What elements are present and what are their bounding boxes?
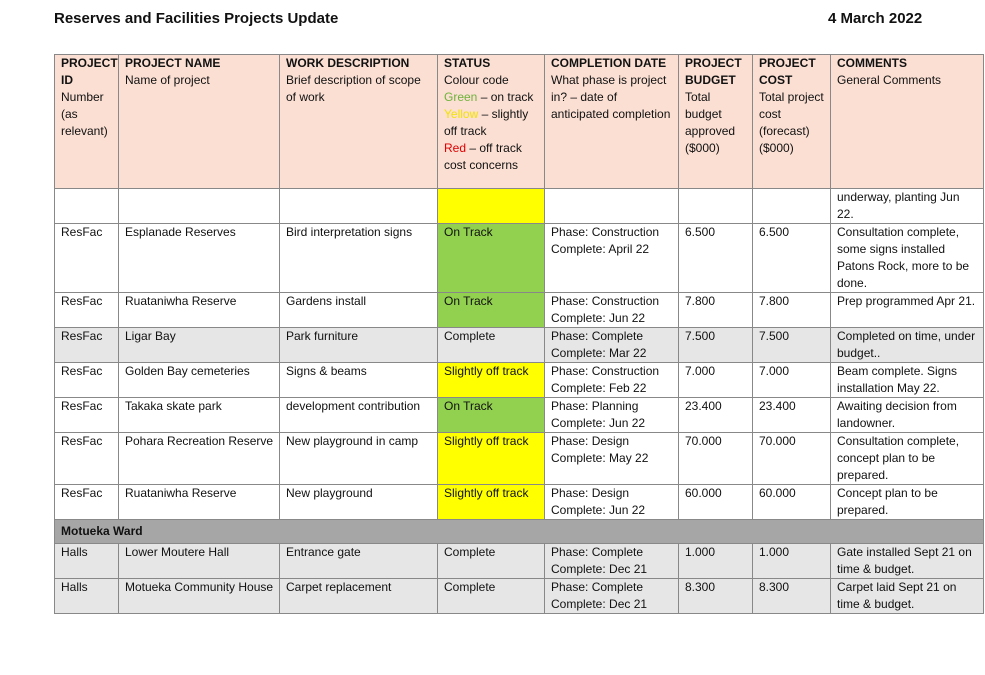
cost-cell: 70.000 — [753, 433, 831, 485]
header-subtitle: Total project cost (forecast) ($000) — [759, 90, 824, 155]
phase-text: Phase: Complete — [551, 545, 644, 559]
work-description-cell: Gardens install — [280, 293, 438, 328]
status-cell: On Track — [438, 224, 545, 293]
budget-cell: 23.400 — [679, 398, 753, 433]
status-cell: Complete — [438, 328, 545, 363]
legend-red-text: – off track cost concerns — [444, 141, 522, 172]
status-cell: On Track — [438, 398, 545, 433]
complete-text: Complete: Jun 22 — [551, 416, 646, 430]
comments-cell: Consultation complete, concept plan to be prepared. — [831, 433, 984, 485]
table-row — [55, 224, 984, 293]
work-description-cell: Carpet replacement — [280, 579, 438, 614]
legend-green-word: Green — [444, 90, 478, 104]
header-title: WORK DESCRIPTION — [286, 56, 410, 70]
status-cell: Slightly off track — [438, 485, 545, 520]
table-row — [55, 328, 984, 363]
phase-text: Phase: Planning — [551, 399, 639, 413]
header-title: PROJECT NAME — [125, 56, 221, 70]
budget-cell: 70.000 — [679, 433, 753, 485]
header-comments — [831, 55, 984, 189]
header-project-budget — [679, 55, 753, 189]
status-cell: Complete — [438, 579, 545, 614]
budget-cell: 60.000 — [679, 485, 753, 520]
table-row — [55, 544, 984, 579]
comments-cell: Carpet laid Sept 21 on time & budget. — [831, 579, 984, 614]
comments-cell: Awaiting decision from landowner. — [831, 398, 984, 433]
table-row — [55, 433, 984, 485]
completion-cell — [545, 363, 679, 398]
work-description-cell: Park furniture — [280, 328, 438, 363]
header-status — [438, 55, 545, 189]
project-id-cell: ResFac — [55, 433, 119, 485]
completion-cell — [545, 293, 679, 328]
completion-cell — [545, 224, 679, 293]
header-subtitle: Total budget approved ($000) — [685, 90, 736, 155]
ward-section-row — [55, 520, 984, 544]
project-id-cell: Halls — [55, 544, 119, 579]
table-header-row — [55, 55, 984, 189]
header-work-description — [280, 55, 438, 189]
project-name-cell: Ruataniwha Reserve — [119, 485, 280, 520]
budget-cell: 7.800 — [679, 293, 753, 328]
comments-cell: Consultation complete, some signs installed Patons Rock, more to be done. — [831, 224, 984, 293]
complete-text: Complete: Feb 22 — [551, 381, 647, 395]
work-description-cell: Entrance gate — [280, 544, 438, 579]
completion-cell — [545, 544, 679, 579]
cost-cell: 1.000 — [753, 544, 831, 579]
complete-text: Complete: Jun 22 — [551, 311, 646, 325]
complete-text: Complete: Mar 22 — [551, 346, 647, 360]
ward-label: Motueka Ward — [55, 520, 984, 544]
project-name-cell: Lower Moutere Hall — [119, 544, 280, 579]
work-description-cell: New playground — [280, 485, 438, 520]
header-title: COMPLETION DATE — [551, 56, 667, 70]
complete-text: Complete: Jun 22 — [551, 503, 646, 517]
cost-cell: 60.000 — [753, 485, 831, 520]
comments-cell: Gate installed Sept 21 on time & budget. — [831, 544, 984, 579]
project-id-cell: ResFac — [55, 328, 119, 363]
project-name-cell: Takaka skate park — [119, 398, 280, 433]
budget-cell: 7.500 — [679, 328, 753, 363]
legend-red-word: Red — [444, 141, 467, 155]
comments-cell: Prep programmed Apr 21. — [831, 293, 984, 328]
projects-table — [54, 54, 984, 614]
legend-yellow-word: Yellow — [444, 107, 479, 121]
cost-cell: 23.400 — [753, 398, 831, 433]
comments-cell: Concept plan to be prepared. — [831, 485, 984, 520]
phase-text: Phase: Construction — [551, 225, 660, 239]
work-description-cell: Bird interpretation signs — [280, 224, 438, 293]
complete-text: Complete: April 22 — [551, 242, 650, 256]
project-name-cell: Pohara Recreation Reserve — [119, 433, 280, 485]
document-date: 4 March 2022 — [828, 10, 923, 27]
header-project-name — [119, 55, 280, 189]
continuation-row — [55, 189, 984, 224]
project-name-cell: Esplanade Reserves — [119, 224, 280, 293]
header-title: PROJECT BUDGET — [685, 56, 742, 87]
phase-text: Phase: Complete — [551, 580, 644, 594]
project-name-cell: Ruataniwha Reserve — [119, 293, 280, 328]
cost-cell: 6.500 — [753, 224, 831, 293]
complete-text: Complete: Dec 21 — [551, 562, 648, 576]
project-id-cell: ResFac — [55, 293, 119, 328]
status-cell: On Track — [438, 293, 545, 328]
header-title: PROJECT COST — [759, 56, 816, 87]
project-name-cell: Motueka Community House — [119, 579, 280, 614]
project-id-cell: ResFac — [55, 398, 119, 433]
header-title: COMMENTS — [837, 56, 907, 70]
comments-cell: underway, planting Jun 22. — [831, 189, 984, 224]
completion-cell — [545, 579, 679, 614]
table-row — [55, 363, 984, 398]
cost-cell: 7.800 — [753, 293, 831, 328]
budget-cell: 6.500 — [679, 224, 753, 293]
complete-text: Complete: Dec 21 — [551, 597, 648, 611]
completion-cell — [545, 328, 679, 363]
header-title: PROJECT ID — [61, 56, 118, 87]
project-id-cell: ResFac — [55, 224, 119, 293]
completion-cell — [545, 485, 679, 520]
status-legend-red — [444, 140, 540, 174]
table-row — [55, 579, 984, 614]
status-legend-green — [444, 89, 540, 106]
project-id-cell: ResFac — [55, 363, 119, 398]
completion-cell — [545, 398, 679, 433]
header-completion-date — [545, 55, 679, 189]
cost-cell: 7.500 — [753, 328, 831, 363]
budget-cell: 7.000 — [679, 363, 753, 398]
phase-text: Phase: Complete — [551, 329, 644, 343]
status-cell: Complete — [438, 544, 545, 579]
status-cell: Slightly off track — [438, 363, 545, 398]
table-row — [55, 293, 984, 328]
document-title: Reserves and Facilities Projects Update — [54, 10, 339, 27]
cost-cell: 7.000 — [753, 363, 831, 398]
phase-text: Phase: Design — [551, 486, 630, 500]
header-subtitle: Brief description of scope of work — [286, 73, 421, 104]
work-description-cell: development contribution — [280, 398, 438, 433]
table-row — [55, 398, 984, 433]
header-subtitle: General Comments — [837, 73, 942, 87]
phase-text: Phase: Construction — [551, 364, 660, 378]
phase-text: Phase: Construction — [551, 294, 660, 308]
header-subtitle: Colour code — [444, 73, 509, 87]
work-description-cell: Signs & beams — [280, 363, 438, 398]
header-subtitle: Name of project — [125, 73, 210, 87]
comments-cell: Beam complete. Signs installation May 22. — [831, 363, 984, 398]
phase-text: Phase: Design — [551, 434, 630, 448]
project-name-cell: Ligar Bay — [119, 328, 280, 363]
budget-cell: 8.300 — [679, 579, 753, 614]
header-project-id — [55, 55, 119, 189]
project-id-cell: ResFac — [55, 485, 119, 520]
cost-cell: 8.300 — [753, 579, 831, 614]
legend-green-text: – on track — [477, 90, 534, 104]
status-cell — [438, 189, 545, 224]
project-name-cell: Golden Bay cemeteries — [119, 363, 280, 398]
table-row — [55, 485, 984, 520]
header-project-cost — [753, 55, 831, 189]
header-title: STATUS — [444, 56, 491, 70]
header-subtitle: What phase is project in? – date of anticipated completion — [551, 73, 671, 121]
work-description-cell: New playground in camp — [280, 433, 438, 485]
completion-cell — [545, 433, 679, 485]
status-cell: Slightly off track — [438, 433, 545, 485]
header-subtitle: Number (as relevant) — [61, 90, 108, 138]
complete-text: Complete: May 22 — [551, 451, 649, 465]
legend-yellow-text: – slightly off track — [444, 107, 529, 138]
status-legend-yellow — [444, 106, 540, 140]
budget-cell: 1.000 — [679, 544, 753, 579]
project-id-cell: Halls — [55, 579, 119, 614]
comments-cell: Completed on time, under budget.. — [831, 328, 984, 363]
